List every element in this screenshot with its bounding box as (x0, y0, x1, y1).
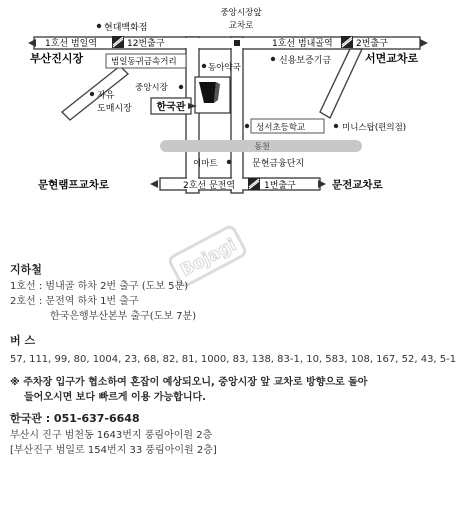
bus-section (10, 333, 456, 367)
road-network (34, 37, 420, 193)
contact-phone: 한국관 : 051-637-6648 (10, 412, 140, 425)
label-seomyeon-intersection: 서면교차로 (365, 52, 419, 65)
subway-line1: 1호선 : 범내골 하차 2번 출구 (도보 5분) (10, 281, 189, 292)
bus-routes: 57, 111, 99, 80, 1004, 23, 68, 82, 81, 1000, 83, 138, 83-1, 10, 583, 108, 167, 52, 43, 5-1 (10, 354, 456, 365)
arrow-left-icon (28, 39, 36, 47)
subway-line2: 2호선 : 문전역 하차 1번 출구 (10, 296, 139, 307)
label-hyundai-dept: 현대백화점 (104, 23, 148, 33)
label-munhyeon-finance: 문현금융단지 (252, 159, 305, 169)
label-jungang-intersection-2: 교차로 (228, 21, 254, 31)
dot-icon (97, 24, 101, 28)
subway-title: 지하철 (10, 263, 42, 276)
label-line2-munjeon: 2호선 문전역 (183, 181, 236, 191)
label-hangukgwan: 한국관 (156, 102, 186, 113)
label-free-wholesale-2: 도매시장 (97, 104, 132, 114)
dot-icon (334, 124, 338, 128)
contact-address: 부산시 진구 범천동 1643번지 풍림아이원 2층 (10, 430, 213, 441)
notice-line2: 들어오시면 보다 빠르게 이용 가능합니다. (24, 392, 206, 403)
notice-line1: ※ 주차장 입구가 협소하여 혼잡이 예상되오니, 중앙시장 앞 교차로 방향으로 돌아 (10, 377, 368, 388)
label-ministop: 미니스탑(편의점) (342, 123, 407, 133)
arrow-left-bottom-icon (150, 180, 158, 188)
subway-icon-munjeon (248, 178, 260, 190)
subway-icon-beomil (112, 36, 124, 48)
parking-notice (10, 375, 450, 405)
label-exit12: 12번출구 (127, 39, 165, 49)
label-exit2: 2번출구 (356, 39, 388, 49)
stream-label: 동천 (254, 142, 270, 151)
dot-icon (179, 85, 183, 89)
subway-icon-beomnaegol (341, 36, 353, 48)
label-busanjin-market: 부산진시장 (30, 52, 84, 65)
label-seongseo-school: 성서초등학교 (256, 123, 306, 133)
label-emart: 이마트 (193, 159, 218, 169)
label-jungang-intersection-1: 중앙시장앞 (220, 8, 262, 18)
label-line1-beomilyeok: 1호선 범일역 (45, 39, 98, 49)
dot-icon (202, 64, 206, 68)
intersection-marker-icon (234, 40, 240, 46)
dot-icon (227, 160, 231, 164)
contact-section (10, 411, 450, 458)
label-free-wholesale-1: 자유 (97, 91, 115, 101)
watermark-text: Bojagi (177, 234, 240, 281)
bus-title: 버 스 (10, 334, 36, 347)
dot-icon (271, 57, 275, 61)
label-donga-pharmacy: 동아약국 (208, 63, 241, 73)
label-shinyong-fund: 신용보증기금 (279, 56, 332, 66)
dot-icon (245, 124, 249, 128)
subway-line2-exit: 한국은행부산본부 출구(도보 7분) (50, 311, 197, 322)
contact-address-road: [부산진구 범일로 154번지 33 풍림아이원 2층] (10, 445, 217, 456)
label-beomil-hardware: 범일동귀금속거리 (111, 57, 177, 67)
label-jungang-market: 중앙시장 (135, 83, 168, 93)
arrow-right-bottom-icon (318, 180, 326, 188)
subway-section (10, 262, 450, 324)
label-munjeon-intersection: 문전교차로 (332, 179, 383, 191)
arrow-right-icon (420, 39, 428, 47)
dot-icon (90, 92, 94, 96)
label-exit1: 1번출구 (264, 181, 296, 191)
label-munhyeon-rampu: 문현램프교차로 (38, 179, 110, 191)
label-line1-beomnaegol: 1호선 범내골역 (272, 39, 333, 49)
